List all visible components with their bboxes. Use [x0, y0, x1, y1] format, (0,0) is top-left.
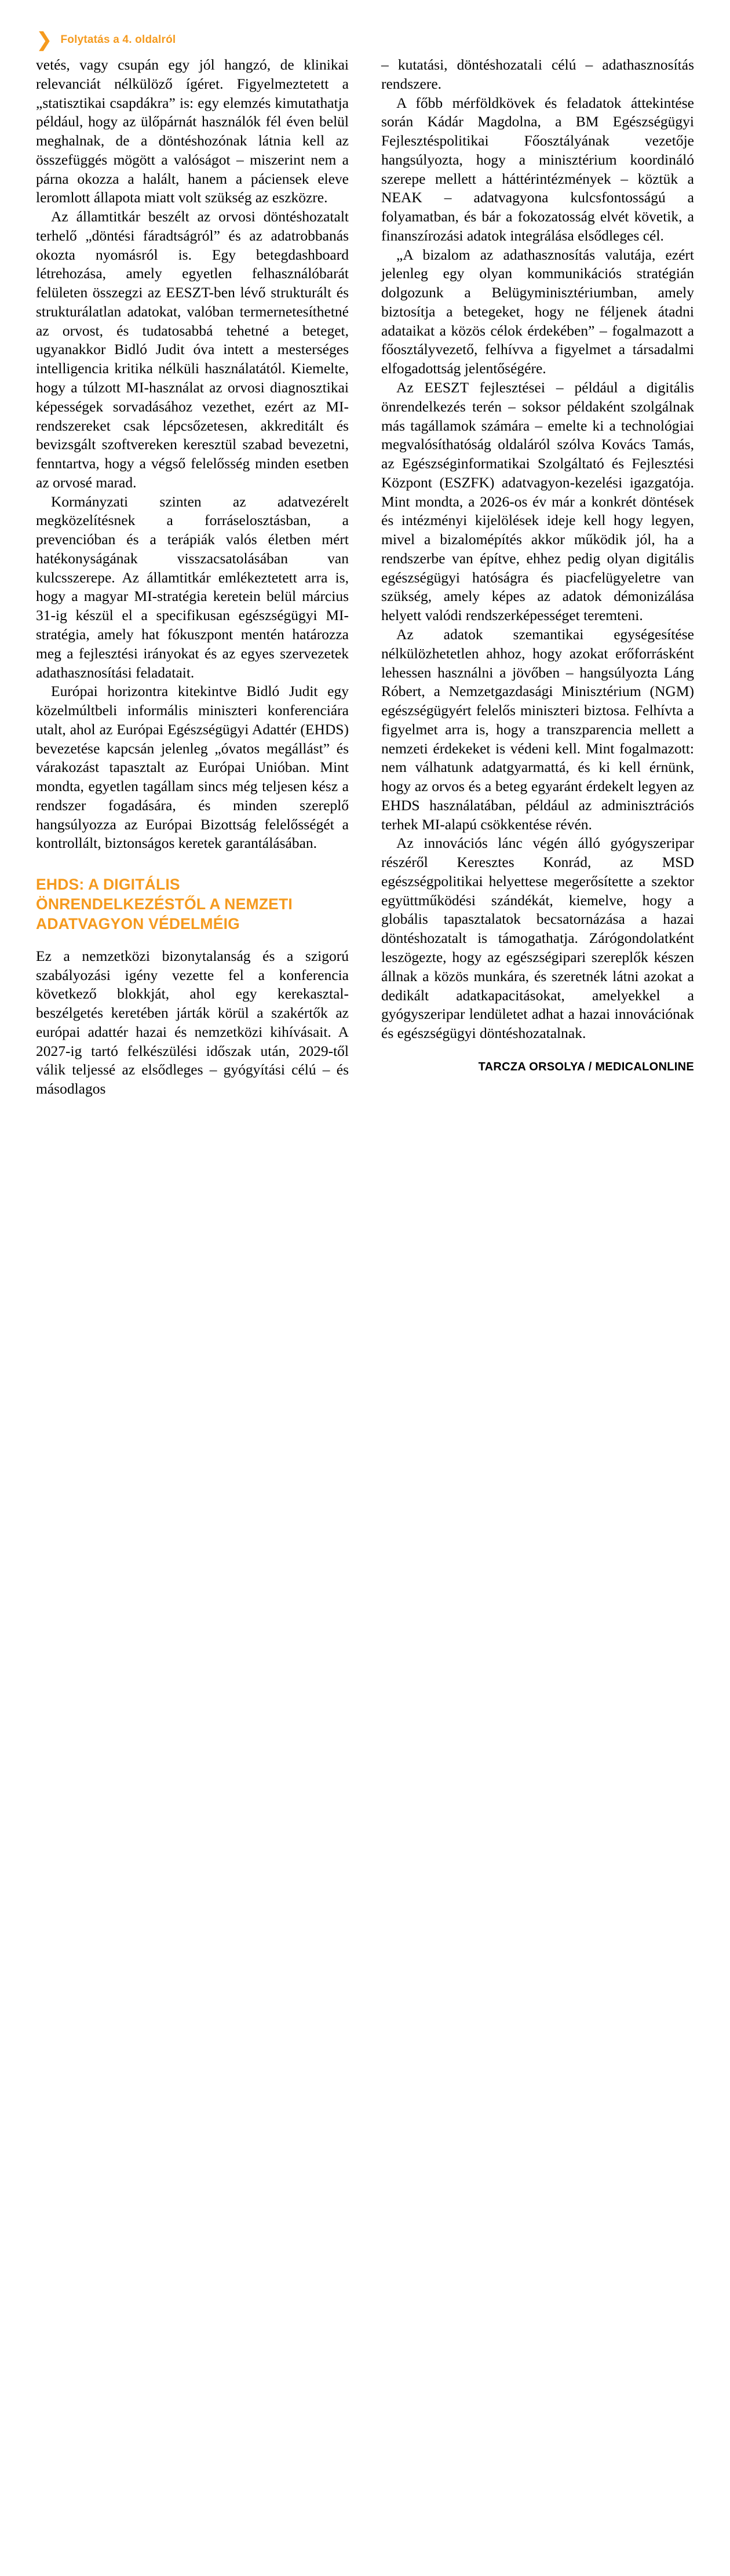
paragraph: A főbb mérföldkövek és feladatok áttekintése során Kádár Magdolna, a BM Egészségügyi Fejlesztéspolitikai Főosztályának vezetője hangsúlyozta, hogy a minisztérium koordináló szerepe mellett a háttérintézmények – köztük a NEAK – adatvagyona kulcsfontosságú a folyamatban, és bár a fokozatosság elvét követik, a finanszírozási adatok integrálása elsődleges cél.: [381, 94, 694, 244]
section-heading-line: ADATVAGYON VÉDELMÉIG: [36, 914, 240, 932]
section-heading-line: ÖNRENDELKEZÉSTŐL A NEMZETI: [36, 895, 293, 913]
paragraph: Európai horizontra kitekintve Bidló Judit egy közelmúltbeli informális miniszteri konferenciára utalt, ahol az Európai Egészségügyi Adattér (EHDS) bevezetése kapcsán jelenleg „óvatos megállást” és várakozást tapasztalt az Európai Unióban. Mint mondta, egyetlen tagállam sincs még teljesen kész a rendszer fogadására, és minden szereplő hangsúlyozza az Európai Bizottság felelősségét a kontrollált, biztonságos keretek garantálásában.: [36, 683, 349, 852]
article-columns: [36, 56, 694, 1099]
paragraph: Az adatok szemantikai egységesítése nélkülözhetetlen ahhoz, hogy azokat erőforrásként lehessen használni a jövőben – hangsúlyozta Láng Róbert, a Nemzetgazdasági Minisztérium (NGM) egészségügyért felelős miniszteri biztosa. Felhívta a figyelmet arra is, hogy a transzparencia mellett a nemzeti érdekeket is védeni kell. Mint fogalmazott: nem válhatunk adatgyarmattá, és ki kell érnünk, hogy az orvos és a beteg egyaránt érdekelt legyen az EHDS használatában, például az adminisztrációs terhek MI-alapú csökkentése révén.: [381, 625, 694, 833]
paragraph: – kutatási, döntéshozatali célú – adathasznosítás rendszere.: [381, 56, 694, 92]
paragraph: Kormányzati szinten az adatvezérelt megközelítésnek a forráselosztásban, a prevencióban és a terápiák valós életben mért hatékonyságának visszacsatolásában van kulcsszerepe. Az államtitkár emlékeztetett arra is, hogy a magyar MI-stratégia keretein belül március 31-ig készül el a specifikusan egészségügyi MI-stratégia, amely hat fókuszpont mentén határozza meg a fejlesztési irányokat és az egyes szervezetek adathasznosítási feladatait.: [36, 493, 349, 681]
paragraph: Ez a nemzetközi bizonytalanság és a szigorú szabályozási igény vezette fel a konferencia következő blokkját, ahol egy kerekasztal-beszélgetés keretében járták körül a szakértők az európai adattér hazai és nemzetközi kihívásait. A 2027-ig tartó felkészülési időszak után, 2029-től válik teljessé az elsődleges – gyógyítási célú – és másodlagos: [36, 947, 349, 1098]
paragraph: Az EESZT fejlesztései – például a digitális önrendelkezés terén – soksor példaként szolgálnak más tagállamok számára – emelte ki a technológiai megvalósíthatóság oldaláról szólva Kovács Tamás, az Egészséginformatikai Szolgáltató és Fejlesztési Központ (ESZFK) adatvagyon-kezelési igazgatója. Mint mondta, a 2026-os év már a konkrét döntések és intézményi kijelölések ideje kell hogy legyen, mivel a bizalomépítés akkor működik jól, ha a rendszerbe van építve, ehhez pedig olyan digitális egészségügyi hatóságra és piacfelügyeletre van szükség, amely képes az adatok démonizálása helyett valódi rendszerképességet teremteni.: [381, 379, 694, 624]
right-column: [381, 56, 694, 1099]
paragraph: Az innovációs lánc végén álló gyógyszeripar részéről Keresztes Konrád, az MSD egészségpolitikai helyettese megerősítette a szektor együttműködési szándékát, kiemelve, hogy a globális tapasztalatok becsatornázása a hazai döntéshozatalt is támogathatja. Zárógondolatként leszögezte, hogy az egészségipari szereplők készen állnak a közös munkára, és szeretnék látni azokat a dedikált adatkapacitásokat, amelyekkel a gyógyszeripar lendületet adhat a hazai innovációnak és egészségügyi döntéshozatalnak.: [381, 835, 694, 1042]
paragraph: vetés, vagy csupán egy jól hangzó, de klinikai relevanciát nélkülöző ígéret. Figyelmeztetett a „statisztikai csapdákra” is: egy elemzés kimutathatja például, hogy az ülőpárnát használók fél éven belül meghalnak, de a döntéshozónak látnia kell az összefüggés mögött a valóságot – miszerint nem a párna okozza a halált, hanem a páciensek eleve leromlott állapota miatt volt szükség az eszközre.: [36, 56, 349, 206]
section-heading: [36, 875, 349, 934]
continuation-label: Folytatás a 4. oldalról: [60, 34, 176, 46]
paragraph: Az államtitkár beszélt az orvosi döntéshozatalt terhelő „döntési fáradtságról” és az adatrobbanás okozta nyomásról is. Egy betegdashboard létrehozása, amely egyetlen felhasználóbarát felületen összegzi az EESZT-ben lévő strukturált és strukturálatlan adatokat, valóban termernetesíthetné az orvost, és tudatosabbá tehetné a beteget, ugyanakkor Bidló Judit óva intett a mesterséges intelligencia kritika nélküli használatától. Kiemelte, hogy a túlzott MI-használat az orvosi diagnosztikai képességek sorvadásához vezethet, ezért az MI-rendszereket csak lépcsőzetesen, akkreditált és bevizsgált szoftvereken keresztül szabad bevezetni, fenntartva, hogy a végső felelősség minden esetben az orvosé marad.: [36, 208, 349, 491]
section-heading-line: EHDS: A DIGITÁLIS: [36, 876, 180, 894]
chevron-right-icon: ❯: [36, 28, 53, 52]
continuation-note: [36, 30, 176, 50]
byline: TARCZA ORSOLYA / MEDICALONLINE: [478, 1060, 694, 1073]
left-column: [36, 56, 349, 1099]
paragraph: „A bizalom az adathasznosítás valutája, ezért jelenleg egy olyan kommunikációs stratégián dolgozunk a Belügyminisztériumban, amely biztosítja a betegeket, hogy ne féljenek átadni adataikat a közös célok érdekében” – fogalmazott a főosztályvezető, felhívva a figyelmet a társadalmi elfogadottság jelentőségére.: [381, 246, 694, 377]
